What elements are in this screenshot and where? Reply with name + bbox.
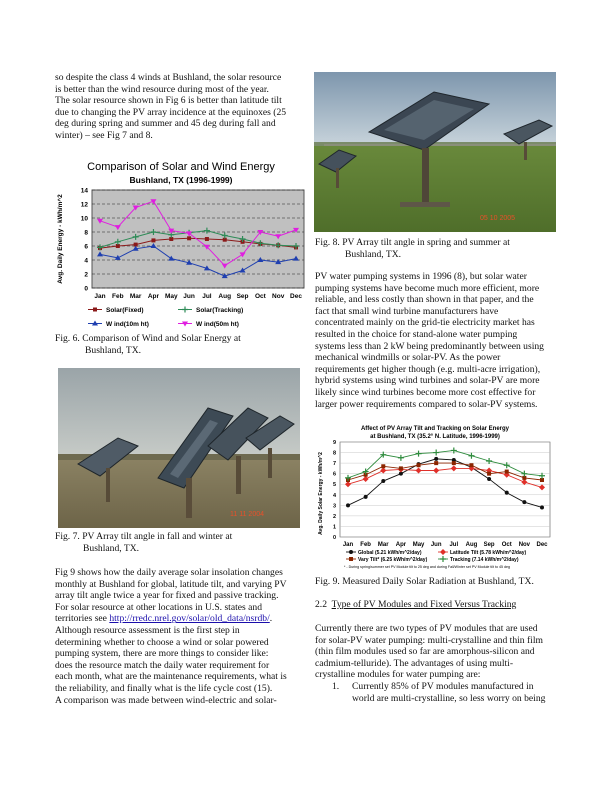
left-paragraph-2a-line-2: monthly at Bushland for global, latitude tilt, and varying PV [55,578,287,590]
chart6-subtitle: Bushland, TX (1996-1999) [129,175,233,185]
fig8-photo-image [314,72,556,232]
left-paragraph-2b-line-7: A comparison was made between wind-electric and solar- [55,694,277,706]
chart9-legend-marker [349,557,353,561]
chart9-point [505,491,509,495]
chart9-xtick-label: May [412,542,425,548]
chart9-legend-label: Global (5.21 kWh/m^2/day) [358,550,422,556]
chart9-ytick-label: 3 [332,503,336,510]
right-paragraph-1-line-6: resulted in the choice for stand-alone water pumping [315,328,518,340]
chart6-ytick-label: 4 [84,257,88,265]
fig7-caption-line1: Fig. 7. PV Array tilt angle in fall and winter at [55,531,233,542]
chart9-point [487,472,491,476]
chart9-xtick-label: Sep [483,542,495,548]
chart9-ytick-label: 6 [332,471,336,478]
chart9-xtick-label: Dec [536,542,548,548]
fig6-caption-line2: Bushland, TX. [85,344,142,356]
chart9-point [434,461,438,465]
chart9-point [381,479,385,483]
chart9-ytick-label: 7 [332,461,336,468]
fig9-chart-svg [310,422,555,572]
chart9-point [540,505,544,509]
section-heading [315,599,575,611]
fig7-date-stamp: 11 11 2004 [230,511,264,518]
fig7-photo [58,368,300,528]
left-paragraph-1-line-1: so despite the class 4 winds at Bushland, the solar resource [55,72,282,83]
chart9-footnote: * - During spring/summer set PV Module tilt to 25 deg and during Fall/Winter set PV Module tilt to 45 deg [344,565,510,569]
right-paragraph-1-line-9: requirements get higher though (e.g. multi-acre irrigation), [315,363,541,375]
chart6-xtick-label: Nov [272,293,285,300]
chart9-point [346,503,350,507]
chart6-xtick-label: Apr [147,293,160,300]
chart9-xtick-label: Aug [465,542,478,548]
chart9-point [505,470,509,474]
left-paragraph-2b-line-4: does the resource match the daily water requirement for [55,659,270,671]
chart9-xtick-label: Nov [518,542,531,548]
left-paragraph-2a-line-1: Fig 9 shows how the daily average solar insolation changes [55,567,283,578]
numbered-list-item-1 [332,681,567,704]
fig9-caption [315,576,575,588]
chart9-legend-label: Tracking (7.14 kWh/m^2/day) [450,557,519,563]
fig7-caption-line2: Bushland, TX. [83,542,140,554]
chart6-xtick-label: Sep [236,293,249,300]
chart9-xtick-label: Oct [501,542,512,548]
chart9-plot-area [340,442,550,537]
chart9-ytick-label: 0 [332,535,336,541]
chart9-ytick-label: 1 [332,524,336,531]
chart9-xtick-label: Apr [395,542,407,548]
chart6-ytick-label: 6 [84,243,88,251]
chart9-title: Affect of PV Array Tilt and Tracking on Solar Energy [360,426,510,432]
right-paragraph-1-line-5: concentrated mainly on the grid-tie electricity market has [315,317,535,329]
left-paragraph-1-line-3: The solar resource shown in Fig 6 is better than latitude tilt [55,95,282,107]
fig6-chart [52,158,310,336]
chart9-xtick-label: Jul [449,542,459,548]
chart6-title: Comparison of Solar and Wind Energy [87,161,275,173]
chart6-xtick-label: Dec [290,293,302,300]
left-paragraph-1-line-2: is better than the wind resource during most of the year. [55,83,269,95]
chart9-xtick-label: Jun [430,542,442,548]
chart9-point [381,464,385,468]
fig8-caption [315,237,565,260]
chart6-ytick-label: 2 [84,271,88,279]
chart6-xtick-label: Jan [94,293,106,300]
chart9-ytick-label: 4 [332,492,336,499]
left-paragraph-2a-line-3: array tilt angle twice a year for fixed and passive tracking. [55,590,279,602]
chart9-legend-label: Latitude Tilt (5.78 kWh/m^2/day) [450,550,527,556]
right-paragraph-1-line-11: likely since wind turbines become more cost effective for [315,386,536,398]
left-paragraph-2 [55,567,305,706]
right-paragraph-1-line-8: mechanical windmills or solar-PV. As the power [315,352,501,364]
chart9-point [364,495,368,499]
chart9-point [487,477,491,481]
chart6-legend-marker [182,307,188,313]
right-paragraph-1-line-3: reliable, and less costly than shown in that paper, and the [315,294,534,306]
left-paragraph-1-line-5: deg during spring and summer and 45 deg during fall and [55,118,276,130]
chart6-legend-label: Solar(Tracking) [196,307,244,314]
chart6-point [187,236,191,240]
right-paragraph-2-line-3: (thin film modules used so far are amorphous-silicon and [315,646,535,658]
list-item-number: 1. [332,681,340,692]
chart6-ytick-label: 14 [80,187,88,195]
chart9-point [469,463,473,467]
link-suffix: . [269,613,273,625]
fig8-photo [314,72,556,232]
list-item-line2: world are multi-crystalline, so less worry on being [352,692,546,704]
chart6-ytick-label: 8 [84,229,88,237]
list-item-line1: Currently 85% of PV modules manufactured in [352,681,534,692]
chart9-xtick-label: Jan [342,542,354,548]
left-paragraph-1-line-6: winter) – see Fig 7 and 8. [55,129,153,141]
chart6-xtick-label: May [164,293,178,300]
right-paragraph-2-line-4: cadmium-telluride). The advantages of using multi- [315,657,514,669]
chart6-ylabel: Avg. Daily Energy - kWh/m^2 [57,194,64,284]
chart9-point [399,466,403,470]
nsrdb-link[interactable]: http://rredc.nrel.gov/solar/old_data/nsrdb/ [109,613,270,625]
chart9-point [434,457,438,461]
left-paragraph-1 [55,72,305,142]
left-paragraph-2b-line-2: determining whether to choose a wind or solar powered [55,636,269,648]
left-paragraph-2a-line-4: For solar resource at other locations in U.S. states and [55,601,263,613]
chart6-ytick-label: 0 [84,285,88,293]
chart9-legend-label: Vary Tilt* (6.25 kWh/m^2/day) [358,557,428,563]
chart9-xtick-label: Mar [377,542,389,548]
chart9-legend-marker [440,549,446,555]
right-paragraph-1-line-1: PV water pumping systems in 1996 (8), but solar water [315,271,527,282]
chart9-legend-marker [349,550,353,554]
right-paragraph-1-line-7: systems less than 2 kW being predominantly between using [315,340,544,352]
left-paragraph-1-line-4: due to changing the PV array incidence at the equinoxes (25 [55,106,287,118]
fig9-chart [310,422,555,572]
section-title: Type of PV Modules and Fixed Versus Tracking [331,599,517,610]
fig6-chart-svg [52,158,310,336]
link-prefix: territories see [55,613,110,625]
chart6-point [151,238,155,242]
fig7-caption [55,531,305,554]
chart6-xtick-label: Oct [254,293,266,300]
nsrdb-link-line [55,613,305,625]
right-paragraph-1-line-2: pumping systems have become much more efficient, more [315,282,540,294]
right-paragraph-2-line-2: for solar-PV water pumping: multi-crystalline and thin film [315,634,543,646]
fig8-date-stamp: 05 10 2005 [480,215,516,222]
chart6-point [205,237,209,241]
right-paragraph-1 [315,271,565,410]
chart6-xtick-label: Jun [183,293,195,300]
right-paragraph-2-line-1: Currently there are two types of PV modules that are used [315,623,538,634]
chart6-legend-label: Solar(Fixed) [106,307,144,314]
fig9-caption-line: Fig. 9. Measured Daily Solar Radiation at Bushland, TX. [315,576,534,587]
fig7-photo-image [58,368,300,528]
chart9-ytick-label: 2 [332,513,336,520]
left-paragraph-2b-line-6: the reliability, and finally what is the life cycle cost (15). [55,682,273,694]
chart9-point [417,463,421,467]
chart9-point [522,500,526,504]
chart6-xtick-label: Aug [218,293,232,300]
chart9-point [452,461,456,465]
chart6-legend-label: W ind(10m ht) [106,321,149,328]
chart9-subtitle: at Bushland, TX (35.2° N. Latitude, 1996-1999) [370,434,500,440]
chart9-ytick-label: 9 [332,440,336,446]
chart6-legend-marker [93,308,97,312]
right-paragraph-1-line-12: larger power requirements compared to solar-PV systems. [315,398,538,410]
right-paragraph-2 [315,623,565,681]
left-paragraph-2b-line-1: Although resource assessment is the first step in [55,624,240,636]
chart6-xtick-label: Jul [202,293,212,300]
chart9-ytick-label: 8 [332,450,336,457]
section-number: 2.2 [315,599,327,610]
fig8-caption-line2: Bushland, TX. [345,248,402,260]
left-paragraph-2b-line-5: each month, what are the maintenance requirements, what is [55,671,287,683]
chart6-xtick-label: Mar [129,293,142,300]
chart6-legend-label: W ind(50m ht) [196,321,239,328]
chart9-legend-marker [440,556,446,562]
fig8-caption-line1: Fig. 8. PV Array tilt angle in spring and summer at [315,237,510,248]
right-paragraph-1-line-4: fact that small wind turbine manufacturers have [315,305,499,317]
right-paragraph-1-line-10: hybrid systems using wind turbines and solar-PV are more [315,375,540,387]
chart6-ytick-label: 12 [80,201,88,209]
chart6-xtick-label: Feb [112,293,124,300]
chart9-ytick-label: 5 [332,482,336,489]
chart6-ytick-label: 10 [80,215,88,223]
fig6-caption-line1: Fig. 6. Comparison of Wind and Solar Energy at [55,333,241,344]
chart9-ylabel: Avg. Daily Solar Energy - kWh/m^2 [318,452,324,535]
right-paragraph-2-line-5: crystalline modules for water pumping are: [315,669,481,681]
fig6-caption [55,333,305,356]
chart9-xtick-label: Feb [360,542,371,548]
left-paragraph-2b-line-3: pumping system, there are more things to consider like: [55,648,269,660]
